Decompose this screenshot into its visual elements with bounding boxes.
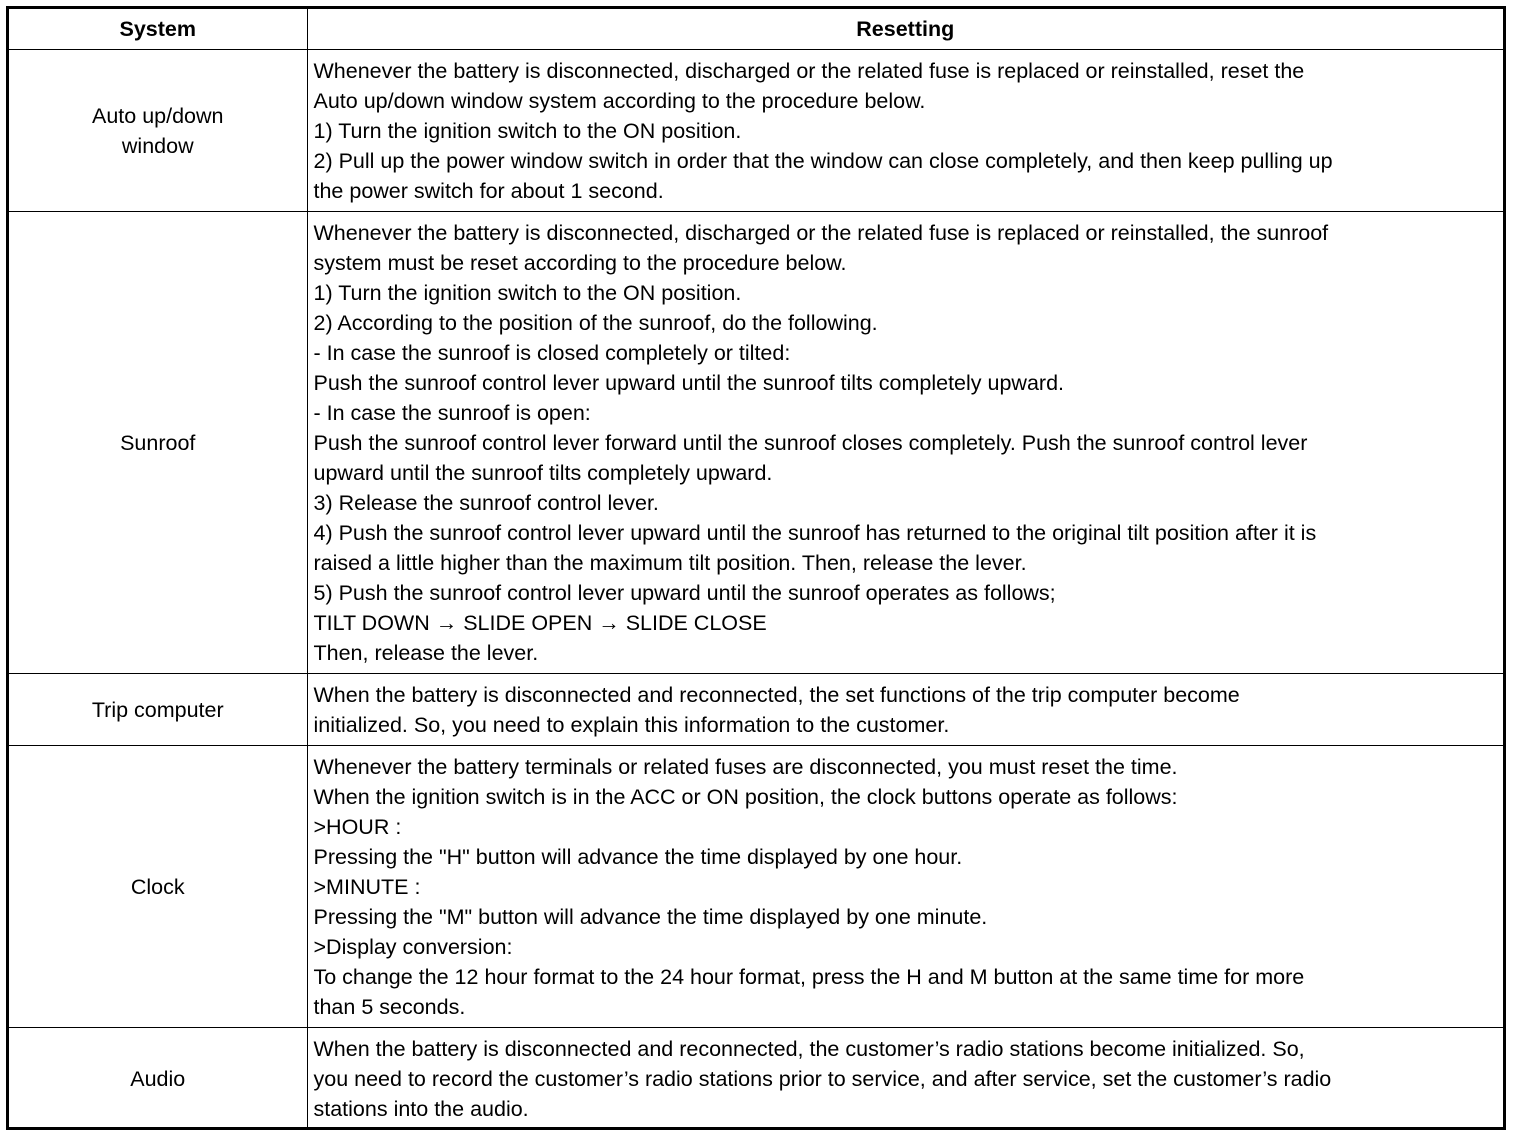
procedure-line: When the battery is disconnected and reconnected, the customer’s radio stations become initialized. So, bbox=[313, 1037, 1305, 1061]
system-label: Auto up/down bbox=[92, 103, 224, 128]
resetting-cell-sunroof bbox=[307, 212, 1503, 674]
system-label: window bbox=[121, 133, 194, 158]
resetting-cell-trip-computer bbox=[307, 674, 1503, 746]
procedure-line: When the ignition switch is in the ACC or ON position, the clock buttons operate as follows: bbox=[313, 785, 1178, 809]
procedure-line: Push the sunroof control lever upward until the sunroof tilts completely upward. bbox=[313, 371, 1065, 395]
procedure-line: Whenever the battery terminals or related fuses are disconnected, you must reset the time. bbox=[313, 755, 1178, 779]
system-cell-audio bbox=[9, 1028, 307, 1130]
system-label: Clock bbox=[130, 874, 185, 899]
procedure-line: 1) Turn the ignition switch to the ON position. bbox=[313, 119, 742, 143]
system-cell-clock bbox=[9, 746, 307, 1028]
procedure-line: TILT DOWN → SLIDE OPEN → SLIDE CLOSE bbox=[313, 611, 767, 635]
resetting-cell-auto-window bbox=[307, 50, 1503, 212]
procedure-line: 1) Turn the ignition switch to the ON position. bbox=[313, 281, 742, 305]
procedure-line: stations into the audio. bbox=[313, 1097, 529, 1121]
procedure-line: upward until the sunroof tilts completely upward. bbox=[313, 461, 773, 485]
reset-procedures-sheet bbox=[6, 6, 1506, 1130]
system-cell-auto-window bbox=[9, 50, 307, 212]
procedure-line: - In case the sunroof is closed completely or tilted: bbox=[313, 341, 791, 365]
procedure-line: >MINUTE : bbox=[313, 875, 421, 899]
procedure-line: Push the sunroof control lever forward until the sunroof closes completely. Push the sunroof control lever bbox=[313, 431, 1308, 455]
system-cell-trip-computer bbox=[9, 674, 307, 746]
procedure-line: 5) Push the sunroof control lever upward until the sunroof operates as follows; bbox=[313, 581, 1056, 605]
procedure-line: >HOUR : bbox=[313, 815, 402, 839]
resetting-cell-audio bbox=[307, 1028, 1503, 1130]
procedure-line: - In case the sunroof is open: bbox=[313, 401, 591, 425]
system-label: Trip computer bbox=[91, 697, 224, 722]
procedure-line: than 5 seconds. bbox=[313, 995, 466, 1019]
table-row bbox=[9, 50, 1503, 212]
procedure-line: initialized. So, you need to explain this information to the customer. bbox=[313, 713, 950, 737]
procedure-line: 2) According to the position of the sunroof, do the following. bbox=[313, 311, 878, 335]
procedure-line: you need to record the customer’s radio stations prior to service, and after service, set the customer’s radio bbox=[313, 1067, 1332, 1091]
header-system: System bbox=[9, 9, 307, 50]
procedure-line: 2) Pull up the power window switch in order that the window can close completely, and then keep pulling up bbox=[313, 149, 1333, 173]
system-label: Sunroof bbox=[120, 430, 196, 455]
procedure-line: Whenever the battery is disconnected, discharged or the related fuse is replaced or reinstalled, the sunroof bbox=[313, 221, 1329, 245]
procedure-line: the power switch for about 1 second. bbox=[313, 179, 664, 203]
procedure-line: Whenever the battery is disconnected, discharged or the related fuse is replaced or reinstalled, reset the bbox=[313, 59, 1305, 83]
system-cell-sunroof bbox=[9, 212, 307, 674]
procedure-line: system must be reset according to the procedure below. bbox=[313, 251, 847, 275]
procedure-line: When the battery is disconnected and reconnected, the set functions of the trip computer become bbox=[313, 683, 1240, 707]
system-label: Audio bbox=[130, 1066, 186, 1091]
table-row bbox=[9, 1028, 1503, 1130]
procedure-line: Pressing the "M" button will advance the time displayed by one minute. bbox=[313, 905, 988, 929]
procedure-line: To change the 12 hour format to the 24 hour format, press the H and M button at the same time for more bbox=[313, 965, 1305, 989]
resetting-cell-clock bbox=[307, 746, 1503, 1028]
procedure-line: raised a little higher than the maximum tilt position. Then, release the lever. bbox=[313, 551, 1027, 575]
procedure-line: 3) Release the sunroof control lever. bbox=[313, 491, 659, 515]
reset-procedures-table bbox=[9, 9, 1503, 1129]
table-row bbox=[9, 674, 1503, 746]
procedure-line: >Display conversion: bbox=[313, 935, 513, 959]
procedure-line: Auto up/down window system according to the procedure below. bbox=[313, 89, 926, 113]
procedure-line: 4) Push the sunroof control lever upward until the sunroof has returned to the original tilt position after it is bbox=[313, 521, 1317, 545]
table-header-row bbox=[9, 9, 1503, 50]
header-resetting: Resetting bbox=[307, 9, 1503, 50]
procedure-line: Pressing the "H" button will advance the time displayed by one hour. bbox=[313, 845, 963, 869]
procedure-line: Then, release the lever. bbox=[313, 641, 539, 665]
table-row bbox=[9, 212, 1503, 674]
table-row bbox=[9, 746, 1503, 1028]
